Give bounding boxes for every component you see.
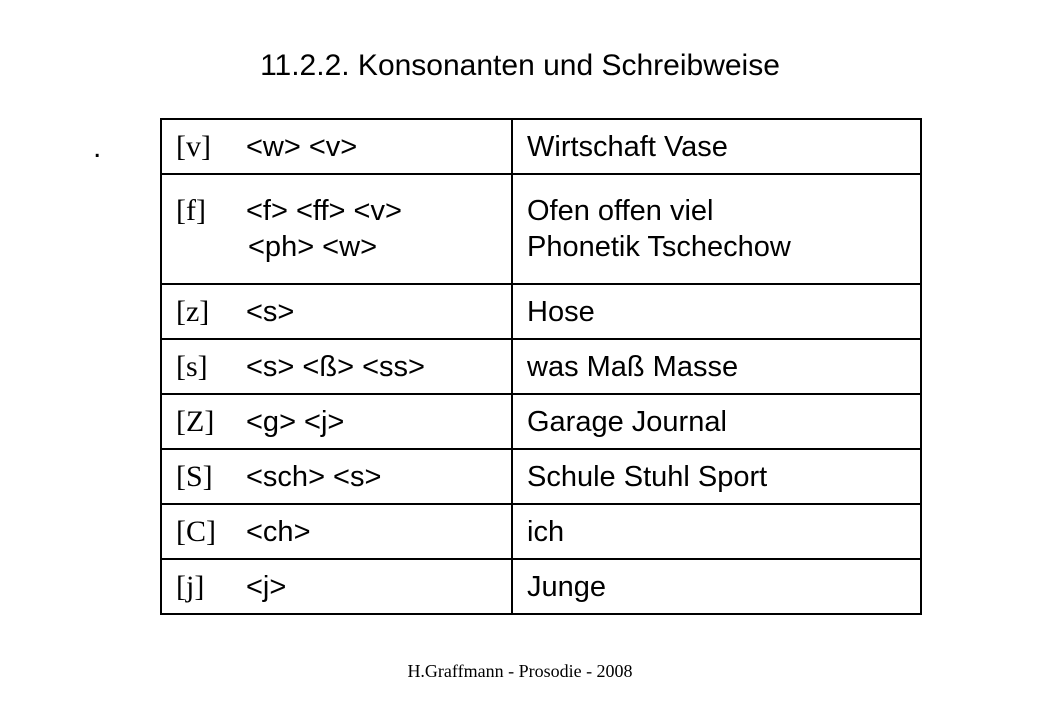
- sound-spelling-cell: [161, 449, 512, 504]
- table-row: [161, 559, 921, 614]
- spellings: <f> <ff> <v>: [246, 195, 402, 227]
- spellings: <j>: [246, 570, 287, 603]
- examples-cell: Wirtschaft Vase: [512, 119, 921, 174]
- table-row: [161, 394, 921, 449]
- examples-line: Ofen offen viel: [527, 195, 714, 227]
- phoneme: [v]: [176, 129, 211, 163]
- examples-cell: Junge: [512, 559, 921, 614]
- table-row: [161, 174, 921, 284]
- table-row: [161, 119, 921, 174]
- examples-cell: Garage Journal: [512, 394, 921, 449]
- consonant-spelling-table: [160, 118, 922, 615]
- footer-credit: H.Graffmann - Prosodie - 2008: [407, 661, 633, 681]
- sound-spelling-cell: [161, 174, 512, 284]
- table-row: [161, 284, 921, 339]
- examples-line: Phonetik Tschechow: [527, 231, 791, 263]
- slide-title: 11.2.2. Konsonanten und Schreibweise: [260, 49, 780, 82]
- phoneme: [Z]: [176, 404, 215, 438]
- spellings: <ch>: [246, 515, 311, 548]
- spellings: <s> <ß> <ss>: [246, 350, 425, 383]
- sound-spelling-cell: [161, 504, 512, 559]
- phoneme: [z]: [176, 294, 210, 328]
- spellings: <g> <j>: [246, 405, 345, 438]
- examples-cell: Hose: [512, 284, 921, 339]
- phoneme: [f]: [176, 194, 206, 227]
- examples-cell: Schule Stuhl Sport: [512, 449, 921, 504]
- spellings: <sch> <s>: [246, 460, 382, 493]
- sound-spelling-cell: [161, 559, 512, 614]
- table-row: [161, 504, 921, 559]
- table-row: [161, 449, 921, 504]
- sound-spelling-cell: [161, 339, 512, 394]
- examples-cell: [512, 174, 921, 284]
- bullet-dot: .: [93, 131, 102, 164]
- examples-cell: was Maß Masse: [512, 339, 921, 394]
- examples-cell: ich: [512, 504, 921, 559]
- phoneme: [C]: [176, 514, 216, 548]
- phoneme: [S]: [176, 459, 213, 493]
- spellings: <w> <v>: [246, 130, 358, 163]
- phoneme: [s]: [176, 349, 208, 383]
- sound-spelling-cell: [161, 394, 512, 449]
- sound-spelling-cell: [161, 284, 512, 339]
- sound-spelling-cell: [161, 119, 512, 174]
- phoneme: [j]: [176, 569, 205, 603]
- table-row: [161, 339, 921, 394]
- spellings-continued: <ph> <w>: [248, 231, 377, 263]
- spellings: <s>: [246, 295, 295, 328]
